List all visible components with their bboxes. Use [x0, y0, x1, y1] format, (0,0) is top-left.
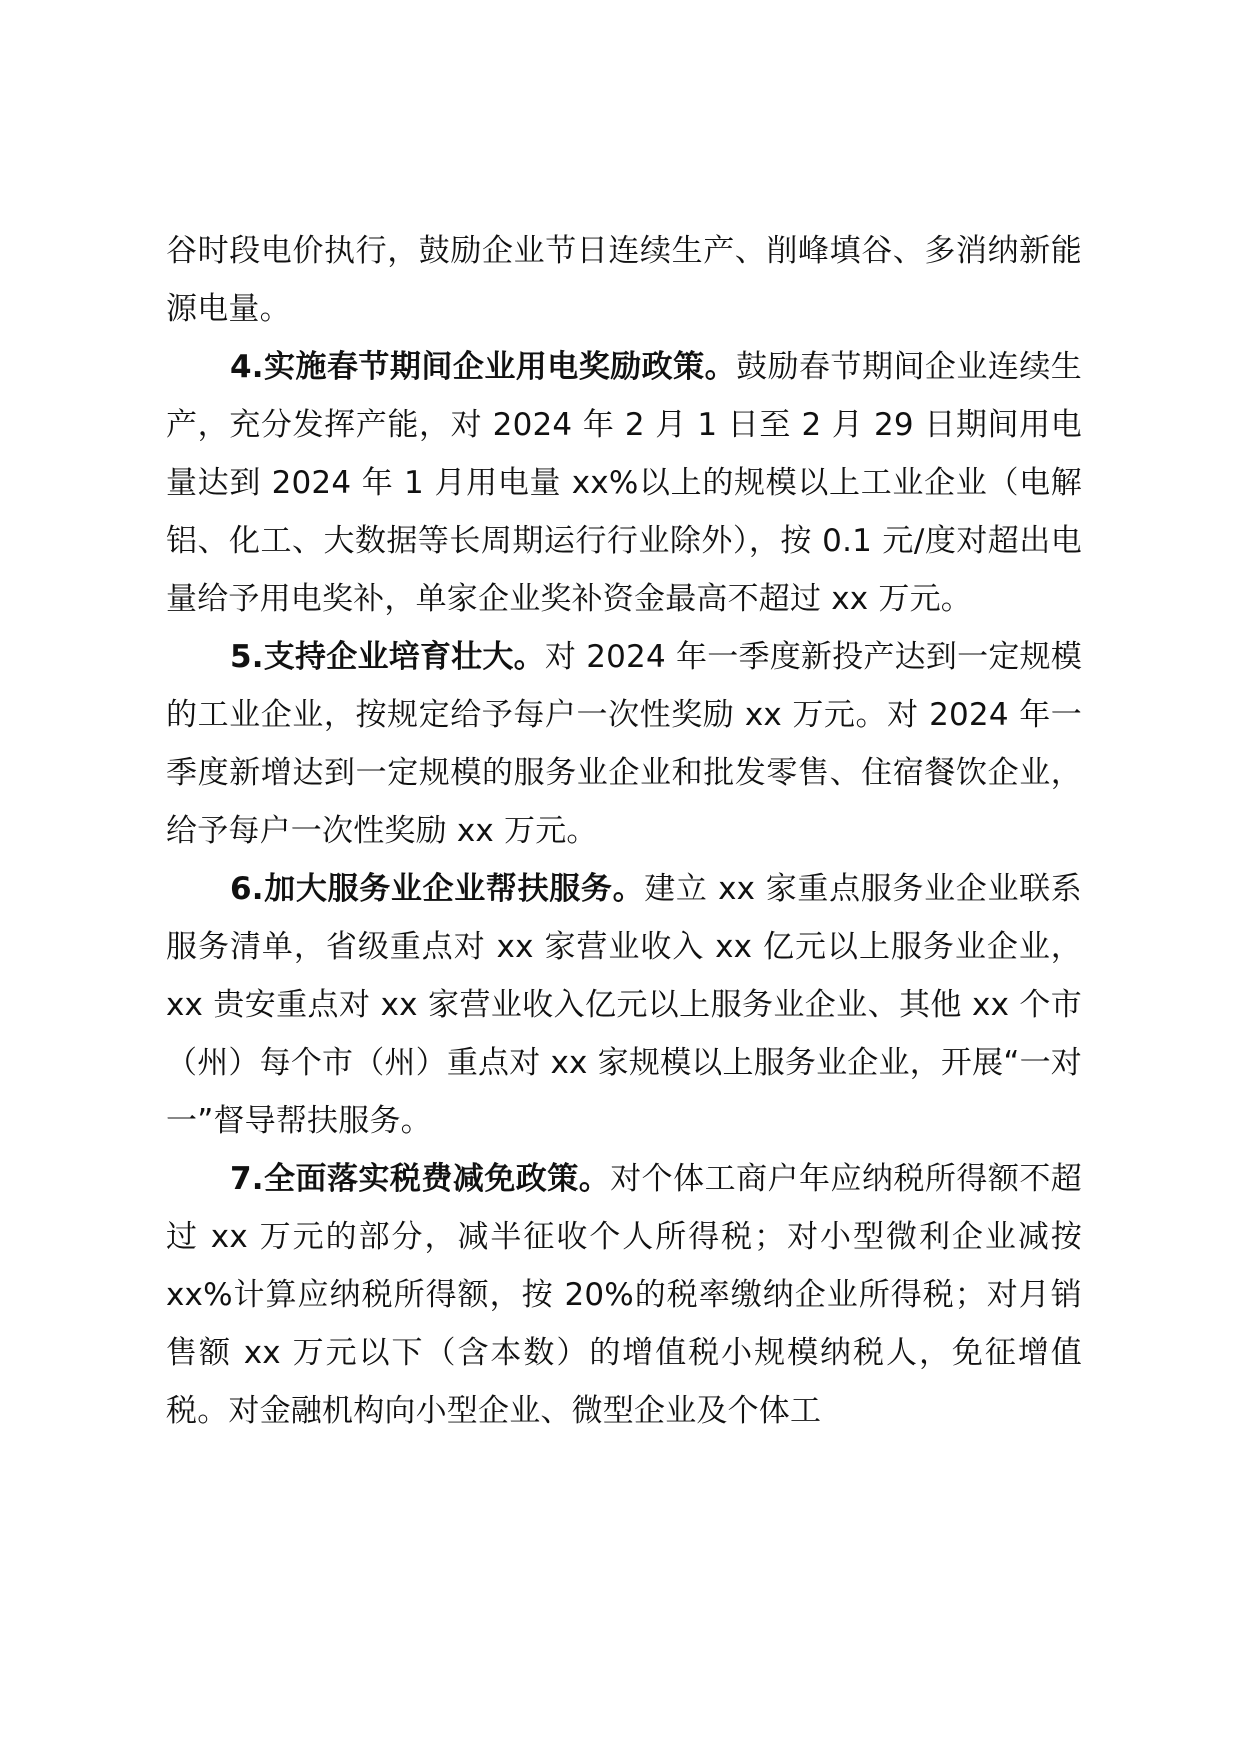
paragraph-text: 鼓励春节期间企业连续生产，充分发挥产能，对 2024 年 2 月 1 日至 2 月 29 日期间用电量达到 2024 年 1 月用电量 xx%以上的规模以上工业企业（电解铝、化工、大数据等长周期运行行业除外），按 0.1 元/度对超出电量给予用电奖补，单家企业奖补资金最高不超过 xx 万元。	[166, 349, 1083, 617]
paragraph-item-4	[166, 338, 1082, 628]
paragraph-item-6	[166, 860, 1082, 1150]
paragraph-text: 建立 xx 家重点服务业企业联系服务清单，省级重点对 xx 家营业收入 xx 亿元以上服务业企业，xx 贵安重点对 xx 家营业收入亿元以上服务业企业、其他 xx 个市（州）每个市（州）重点对 xx 家规模以上服务业企业，开展“一对一”督导帮扶服务。	[166, 871, 1082, 1139]
document-body	[166, 222, 1082, 1440]
paragraph-item-5	[166, 628, 1082, 860]
paragraph-heading: 4.实施春节期间企业用电奖励政策。	[230, 349, 737, 385]
paragraph-heading: 7.全面落实税费减免政策。	[230, 1161, 611, 1197]
paragraph-heading: 5.支持企业培育壮大。	[230, 639, 545, 675]
paragraph-item-7	[166, 1150, 1082, 1440]
paragraph-text: 对 2024 年一季度新投产达到一定规模的工业企业，按规定给予每户一次性奖励 xx 万元。对 2024 年一季度新增达到一定规模的服务业企业和批发零售、住宿餐饮企业，给予每户一次性奖励 xx 万元。	[166, 639, 1082, 849]
paragraph-text: 对个体工商户年应纳税所得额不超过 xx 万元的部分，减半征收个人所得税；对小型微利企业减按 xx%计算应纳税所得额，按 20%的税率缴纳企业所得税；对月销售额 xx 万元以下（含本数）的增值税小规模纳税人，免征增值税。对金融机构向小型企业、微型企业及个体工	[166, 1161, 1082, 1429]
paragraph-heading: 6.加大服务业企业帮扶服务。	[230, 871, 645, 907]
paragraph-continuation	[166, 222, 1082, 338]
paragraph-text: 谷时段电价执行，鼓励企业节日连续生产、削峰填谷、多消纳新能源电量。	[166, 233, 1082, 327]
